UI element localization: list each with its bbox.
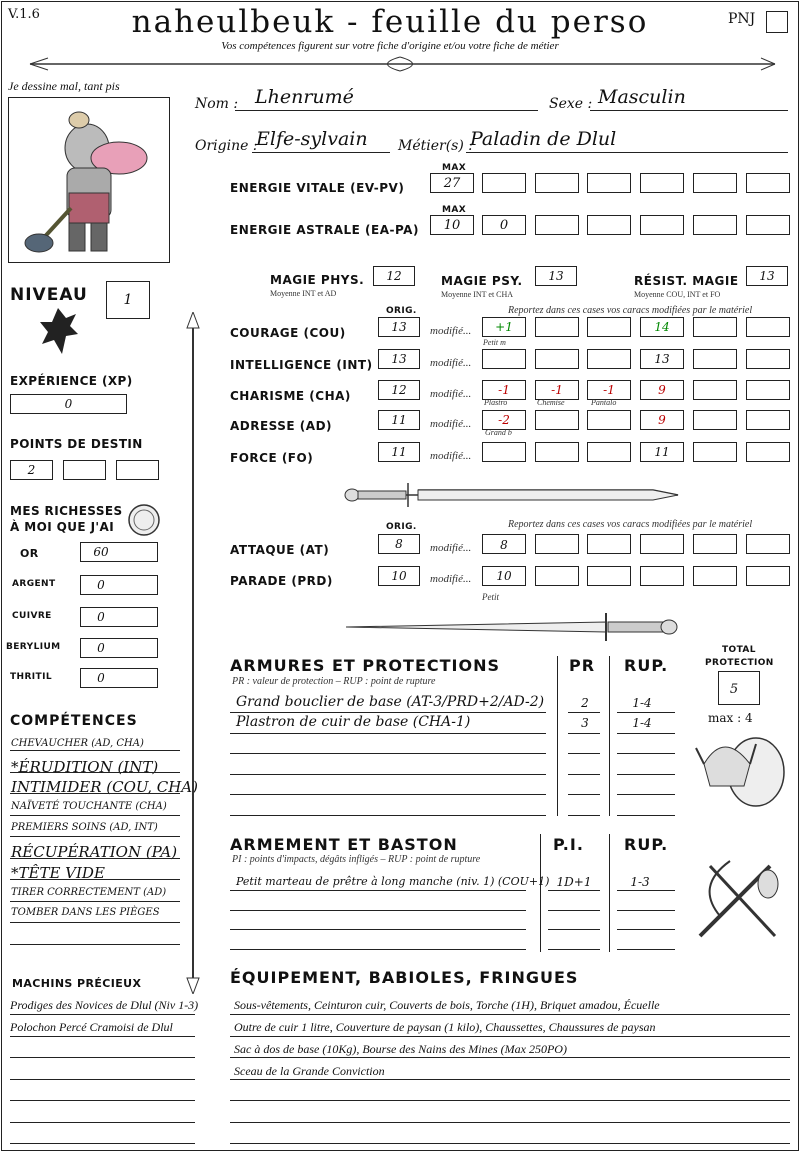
cha-total: 9 xyxy=(658,383,666,397)
fo-total: 11 xyxy=(654,445,670,459)
arme-line xyxy=(230,890,526,891)
destin-box-1[interactable]: 2 xyxy=(10,460,53,480)
armures-pr-label: PR xyxy=(569,656,596,675)
ev-box-1[interactable] xyxy=(482,173,526,193)
equipement-line xyxy=(230,1057,790,1058)
machin-item: Polochon Percé Cramoisi de Dlul xyxy=(10,1020,173,1034)
ev-max-label: MAX xyxy=(442,163,467,173)
machin-line xyxy=(10,1100,195,1101)
magie-phys-sub: Moyenne INT et AD xyxy=(270,289,337,298)
machin-item: Prodiges des Novices de Dlul (Niv 1-3) xyxy=(10,998,199,1012)
cha-modifie: modifié... xyxy=(430,388,472,400)
equipement-item: Sous-vêtements, Ceinturon cuir, Couverts de bois, Torche (1H), Briquet amadou, Écuelle xyxy=(234,998,660,1012)
ev-box-6[interactable] xyxy=(746,173,790,193)
equipement-item: Sceau de la Grande Conviction xyxy=(234,1064,385,1078)
machin-line xyxy=(10,1143,195,1144)
armures-sub: PR : valeur de protection – RUP : point de rupture xyxy=(232,676,436,687)
competence-item: INTIMIDER (COU, CHA) xyxy=(11,778,198,796)
at-orig-box[interactable]: 8 xyxy=(378,534,420,554)
dragon-icon xyxy=(36,304,80,360)
spear-divider-icon xyxy=(183,312,203,994)
armure-rup: 1-4 xyxy=(632,696,652,710)
ea-box-5[interactable] xyxy=(693,215,737,235)
cha-mod-3-source: Pantalo xyxy=(591,398,617,407)
armure-rup-line xyxy=(617,774,675,775)
weapons-icon xyxy=(690,856,790,946)
arme-pi-line xyxy=(548,929,600,930)
arme-rup-line xyxy=(617,949,675,950)
cou-total: 14 xyxy=(654,320,670,334)
armures-rup-label: RUP. xyxy=(624,656,669,675)
ea-box-6[interactable] xyxy=(746,215,790,235)
ev-box-3[interactable] xyxy=(587,173,631,193)
armure-line xyxy=(230,794,546,795)
ad-mod-box-3[interactable] xyxy=(587,410,631,430)
int-mod-box-5[interactable] xyxy=(693,349,737,369)
armement-pi-label: P.I. xyxy=(553,835,584,854)
competence-line xyxy=(10,793,180,794)
int-total: 13 xyxy=(654,352,670,366)
ev-max-box[interactable]: 27 xyxy=(430,173,474,193)
competence-line xyxy=(10,750,180,751)
xp-box[interactable]: 0 xyxy=(10,394,127,414)
armement-rup-label: RUP. xyxy=(624,835,669,854)
cha-mod-1-source: Plastro xyxy=(484,398,508,407)
prd-mod-1: 10 xyxy=(496,569,512,583)
arme-rup-line xyxy=(617,929,675,930)
equipement-item: Sac à dos de base (10Kg), Bourse des Nains des Mines (Max 250PO) xyxy=(234,1042,567,1056)
ad-mod-box-6[interactable] xyxy=(746,410,790,430)
destin-box-3[interactable] xyxy=(116,460,159,480)
ev-label: ENERGIE VITALE (EV-PV) xyxy=(230,181,405,195)
machin-line xyxy=(10,1057,195,1058)
cuivre-label: CUIVRE xyxy=(12,611,52,621)
arme-line xyxy=(230,910,526,911)
cou-mod-box-2[interactable] xyxy=(535,317,579,337)
competence-item: *ÉRUDITION (INT) xyxy=(11,758,159,776)
int-orig-box[interactable]: 13 xyxy=(378,349,420,369)
equipement-line xyxy=(230,1014,790,1015)
cou-mod-box-6[interactable] xyxy=(746,317,790,337)
sword-divider-2-icon xyxy=(336,610,686,644)
fo-mod-box-3[interactable] xyxy=(587,442,631,462)
competence-item: RÉCUPÉRATION (PA) xyxy=(11,843,178,861)
ad-modifie: modifié... xyxy=(430,418,472,430)
thritil-label: THRITIL xyxy=(10,672,52,682)
sexe-field[interactable]: Masculin xyxy=(598,86,686,108)
armure-rup-line xyxy=(617,753,675,754)
ea-label: ENERGIE ASTRALE (EA-PA) xyxy=(230,223,419,237)
fo-modifie: modifié... xyxy=(430,450,472,462)
cha-mod-2: -1 xyxy=(551,383,563,397)
arme-pi-line xyxy=(548,910,600,911)
magie-psy-sub: Moyenne INT et CHA xyxy=(441,290,514,299)
equipement-line xyxy=(230,1079,790,1080)
competence-line xyxy=(10,879,180,880)
arme-pi: 1D+1 xyxy=(556,875,592,889)
ea-max-label: MAX xyxy=(442,205,467,215)
machin-line xyxy=(10,1036,195,1037)
ad-mod-1: -2 xyxy=(498,413,510,427)
cha-label: CHARISME (CHA) xyxy=(230,389,351,403)
armure-pr-line xyxy=(568,753,600,754)
armure-pr-line xyxy=(568,774,600,775)
machin-line xyxy=(10,1014,195,1015)
armement-sub: PI : points d'impacts, dégâts infligés – RUP : point de rupture xyxy=(232,854,481,865)
magie-psy-label: MAGIE PSY. xyxy=(441,274,523,288)
arme-rup-line xyxy=(617,910,675,911)
armement-col-sep-1 xyxy=(540,834,541,952)
equipement-item: Outre de cuir 1 litre, Couverture de paysan (1 kilo), Chaussettes, Chaussures de paysan xyxy=(234,1020,656,1034)
competence-item: *TÊTE VIDE xyxy=(11,864,105,882)
at-mod-box-3[interactable] xyxy=(587,534,631,554)
competence-item: TIRER CORRECTEMENT (AD) xyxy=(11,887,167,898)
ad-orig-box[interactable]: 11 xyxy=(378,410,420,430)
at-mod-box-6[interactable] xyxy=(746,534,790,554)
int-mod-box-2[interactable] xyxy=(535,349,579,369)
page-title: naheulbeuk - feuille du perso xyxy=(131,4,649,40)
competence-line xyxy=(10,858,180,859)
argent-label: ARGENT xyxy=(12,579,56,589)
header-arrow-divider xyxy=(5,54,795,74)
competence-item: NAÏVETÉ TOUCHANTE (CHA) xyxy=(11,801,167,812)
competence-item: PREMIERS SOINS (AD, INT) xyxy=(11,822,158,833)
portrait-frame[interactable] xyxy=(8,97,170,263)
richesses-label-1: MES RICHESSES xyxy=(10,504,123,518)
competence-line xyxy=(10,944,180,945)
magie-phys-box[interactable]: 12 xyxy=(373,266,415,286)
resist-magie-box[interactable]: 13 xyxy=(746,266,788,286)
armure-pr-line xyxy=(568,815,600,816)
cuivre-box[interactable]: 0 xyxy=(80,607,158,627)
combat-orig-label: ORIG. xyxy=(386,522,417,532)
competence-line xyxy=(10,836,180,837)
prd-mod-box-4[interactable] xyxy=(640,566,684,586)
arme-line xyxy=(230,949,526,950)
prd-mod-box-2[interactable] xyxy=(535,566,579,586)
ad-label: ADRESSE (AD) xyxy=(230,419,333,433)
argent-box[interactable]: 0 xyxy=(80,575,158,595)
competence-item: CHEVAUCHER (AD, CHA) xyxy=(11,738,144,749)
ad-mod-box-5[interactable] xyxy=(693,410,737,430)
armures-col-sep-1 xyxy=(557,656,558,816)
armement-col-sep-2 xyxy=(609,834,610,952)
armure-pr: 3 xyxy=(581,716,589,730)
sword-divider-icon xyxy=(338,478,688,512)
combat-note: Reportez dans ces cases vos caracs modifiées par le matériel xyxy=(508,519,753,530)
cou-mod-box-5[interactable] xyxy=(693,317,737,337)
ea-box-4[interactable] xyxy=(640,215,684,235)
ad-mod-box-2[interactable] xyxy=(535,410,579,430)
total-protection-label-1: TOTAL xyxy=(722,645,756,655)
armure-line xyxy=(230,774,546,775)
at-mod-box-5[interactable] xyxy=(693,534,737,554)
armure-line xyxy=(230,712,546,713)
int-label: INTELLIGENCE (INT) xyxy=(230,358,373,372)
cha-mod-3: -1 xyxy=(603,383,615,397)
int-mod-box-3[interactable] xyxy=(587,349,631,369)
ea-current-box[interactable]: 0 xyxy=(482,215,526,235)
dwarf-portrait-icon xyxy=(9,98,169,262)
cou-mod-1-source: Petit m xyxy=(483,338,506,347)
fo-label: FORCE (FO) xyxy=(230,451,314,465)
cou-orig-box[interactable]: 13 xyxy=(378,317,420,337)
cha-mod-box-5[interactable] xyxy=(693,380,737,400)
or-label: OR xyxy=(20,547,39,560)
cha-mod-box-6[interactable] xyxy=(746,380,790,400)
ad-total: 9 xyxy=(658,413,666,427)
prd-mod-1-source: Petit xyxy=(482,592,499,602)
prd-mod-box-3[interactable] xyxy=(587,566,631,586)
origine-field[interactable]: Elfe-sylvain xyxy=(256,128,368,150)
fo-orig-box[interactable]: 11 xyxy=(378,442,420,462)
coin-icon xyxy=(126,502,162,538)
competence-line xyxy=(10,922,180,923)
cha-mod-2-source: Chemise xyxy=(537,398,565,407)
metier-line xyxy=(466,152,788,153)
competence-item: TOMBER DANS LES PIÈGES xyxy=(11,907,160,918)
competence-line xyxy=(10,815,180,816)
niveau-label: NIVEAU xyxy=(10,285,88,305)
helmet-shield-icon xyxy=(694,724,790,816)
armures-title: ARMURES ET PROTECTIONS xyxy=(230,656,500,675)
armures-col-sep-2 xyxy=(609,656,610,816)
armure-name: Grand bouclier de base (AT-3/PRD+2/AD-2) xyxy=(236,694,545,710)
prd-orig-box[interactable]: 10 xyxy=(378,566,420,586)
ea-box-2[interactable] xyxy=(535,215,579,235)
machins-label: MACHINS PRÉCIEUX xyxy=(12,977,142,990)
ev-box-5[interactable] xyxy=(693,173,737,193)
int-mod-box-1[interactable] xyxy=(482,349,526,369)
competences-label: COMPÉTENCES xyxy=(10,713,138,729)
armure-pr-line xyxy=(568,733,600,734)
armure-pr: 2 xyxy=(581,696,589,710)
at-modifie: modifié... xyxy=(430,542,472,554)
ea-box-3[interactable] xyxy=(587,215,631,235)
origine-label: Origine : xyxy=(195,138,258,154)
armure-rup-line xyxy=(617,815,675,816)
xp-label: EXPÉRIENCE (XP) xyxy=(10,374,133,388)
armure-line xyxy=(230,815,546,816)
cou-modifie: modifié... xyxy=(430,325,472,337)
berylium-box[interactable]: 0 xyxy=(80,638,158,658)
total-protection-label-2: PROTECTION xyxy=(705,658,774,668)
ev-box-4[interactable] xyxy=(640,173,684,193)
or-box[interactable]: 60 xyxy=(80,542,158,562)
arme-name: Petit marteau de prêtre à long manche (niv. 1) (COU+1) xyxy=(236,875,550,888)
ev-box-2[interactable] xyxy=(535,173,579,193)
page-subtitle: Vos compétences figurent sur votre fiche d'origine et/ou votre fiche de métier xyxy=(221,40,559,52)
fo-mod-box-6[interactable] xyxy=(746,442,790,462)
cha-mod-1: -1 xyxy=(498,383,510,397)
cha-orig-box[interactable]: 12 xyxy=(378,380,420,400)
resist-magie-label: RÉSIST. MAGIE xyxy=(634,274,739,288)
arme-rup: 1-3 xyxy=(630,875,650,889)
armure-pr-line xyxy=(568,712,600,713)
equipement-line xyxy=(230,1143,790,1144)
prd-modifie: modifié... xyxy=(430,573,472,585)
richesses-label-2: À MOI QUE J'AI xyxy=(10,520,115,534)
fo-mod-box-5[interactable] xyxy=(693,442,737,462)
magie-phys-label: MAGIE PHYS. xyxy=(270,273,365,287)
resist-magie-sub: Moyenne COU, INT et FO xyxy=(634,290,721,299)
fo-mod-box-1[interactable] xyxy=(482,442,526,462)
arme-line xyxy=(230,929,526,930)
armure-name: Plastron de cuir de base (CHA-1) xyxy=(236,714,471,730)
ea-max-box[interactable]: 10 xyxy=(430,215,474,235)
thritil-box[interactable]: 0 xyxy=(80,668,158,688)
sexe-label: Sexe : xyxy=(549,96,593,112)
equipement-line xyxy=(230,1036,790,1037)
fo-mod-box-2[interactable] xyxy=(535,442,579,462)
at-mod-box-2[interactable] xyxy=(535,534,579,554)
armement-title: ARMEMENT ET BASTON xyxy=(230,835,458,854)
stats-orig-label: ORIG. xyxy=(386,306,417,316)
at-label: ATTAQUE (AT) xyxy=(230,543,330,557)
nom-field[interactable]: Lhenrumé xyxy=(255,86,354,108)
at-mod-box-4[interactable] xyxy=(640,534,684,554)
armure-pr-line xyxy=(568,794,600,795)
portrait-caption: Je dessine mal, tant pis xyxy=(8,79,120,93)
arme-rup-line xyxy=(617,890,675,891)
equipement-line xyxy=(230,1122,790,1123)
prd-label: PARADE (PRD) xyxy=(230,574,333,588)
cou-label: COURAGE (COU) xyxy=(230,326,346,340)
competence-line xyxy=(10,901,180,902)
armure-rup-line xyxy=(617,794,675,795)
machin-line xyxy=(10,1079,195,1080)
arme-pi-line xyxy=(548,949,600,950)
cou-mod-1: +1 xyxy=(495,320,513,334)
pnj-label: PNJ xyxy=(728,11,756,27)
nom-label: Nom : xyxy=(195,96,239,112)
magie-psy-box[interactable]: 13 xyxy=(535,266,577,286)
destin-box-2[interactable] xyxy=(63,460,106,480)
competence-line xyxy=(10,772,180,773)
int-modifie: modifié... xyxy=(430,357,472,369)
cou-mod-box-3[interactable] xyxy=(587,317,631,337)
berylium-label: BERYLIUM xyxy=(6,642,61,652)
equipement-line xyxy=(230,1100,790,1101)
metier-label: Métier(s) : xyxy=(398,138,473,154)
equipement-title: ÉQUIPEMENT, BABIOLES, FRINGUES xyxy=(230,968,579,987)
machin-line xyxy=(10,1122,195,1123)
metier-field[interactable]: Paladin de Dlul xyxy=(470,128,617,150)
sexe-line xyxy=(590,110,788,111)
total-protection-max: max : 4 xyxy=(708,711,753,725)
origine-line xyxy=(252,152,390,153)
armure-line xyxy=(230,733,546,734)
prd-mod-box-5[interactable] xyxy=(693,566,737,586)
version-label: V.1.6 xyxy=(8,7,40,22)
at-mod-1: 8 xyxy=(500,538,508,552)
total-protection-box[interactable]: 5 xyxy=(718,671,760,705)
armure-rup-line xyxy=(617,733,675,734)
prd-mod-box-6[interactable] xyxy=(746,566,790,586)
armure-rup-line xyxy=(617,712,675,713)
niveau-box[interactable]: 1 xyxy=(106,281,150,319)
ad-mod-1-source: Grand b xyxy=(485,428,512,437)
armure-line xyxy=(230,753,546,754)
int-mod-box-6[interactable] xyxy=(746,349,790,369)
armure-rup: 1-4 xyxy=(632,716,652,730)
pnj-checkbox[interactable] xyxy=(766,11,788,33)
destin-label: POINTS DE DESTIN xyxy=(10,437,143,451)
stats-note: Reportez dans ces cases vos caracs modifiées par le matériel xyxy=(508,305,753,316)
arme-pi-line xyxy=(548,890,600,891)
nom-line xyxy=(235,110,538,111)
